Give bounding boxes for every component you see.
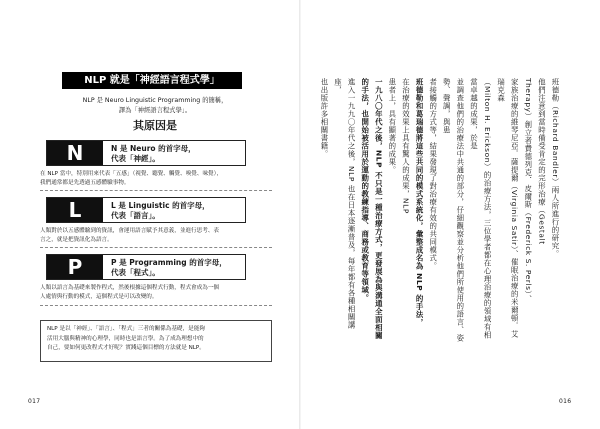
text-column: Therapy）創立者費德列克．皮爾斯（Frederick S. Perls）、 [523,78,533,303]
text-column: 也出版許多相關書籍。 [319,78,329,158]
text-column: 進入一九九〇年代之後，NLP 也在日本逐漸普及，每年都有各種相關講座， [333,78,357,329]
term-line: 代表「程式」。 [111,268,160,277]
term-text [111,144,196,164]
intro-line: NLP 是 Neuro Linguistic Programming 的簡稱， [82,97,228,104]
term-line: L 是 Linguistic 的首字母， [111,201,210,210]
text-column-bold: 班德勒和葛瑞德將這些共同的模式系統化，彙整成名為 NLP 的手法， [415,78,425,327]
intro-text [40,96,270,116]
term-desc-n [40,170,272,187]
text-column: 家族治療的維琴尼亞．薩提爾（Virginia Satir）、催眠治療的米爾頓．艾瑞克森 [496,78,520,339]
term-box-n [46,140,246,166]
term-box-p [46,254,246,280]
text-column: 並調查他們的治療法中共通的部分，仔細觀察並分析他們所使用的語言、姿勢、聲調，與患 [442,78,465,342]
term-letter: L [47,198,103,222]
desc-line: 在 NLP 當中，特別用來代表「五感」（視覺、聽覺、觸覺、嗅覺、味覺）， [40,171,223,177]
term-box-l [46,197,246,223]
term-text [111,201,210,221]
desc-line: 言之，就是把資訊化為語言。 [40,236,113,243]
text-column: 他們注意到當時備受肯定的完形治療（Gestalt [537,78,547,245]
vertical-body-text [310,78,562,342]
intro-line: 譯為「神經語言程式學」。 [118,107,192,114]
text-column: 在治療的效果上具有驚人的成果，NLP [401,78,411,214]
page-number-right: 016 [559,398,572,405]
text-column: 者接觸的方式等，結果發現了對治療有效的共同模式。 [428,78,438,270]
text-column: 患者上，具有顯著的成果。 [387,78,397,174]
text-column: （Milton H. Erickson）的治療方法，三位學者都在心理治療的領域有相當卓越的成果，於是 [469,78,493,340]
desc-line: 人類對於以五感體驗到的資訊，會運用語言賦予其意義，並進行思考、表 [40,228,220,234]
text-column-bold: 的手法，也開始被活用於運動的教練指導、商務或教育等領域。 [360,78,370,302]
divider [40,247,272,248]
term-text [111,258,227,278]
page-number-left: 017 [28,398,41,405]
term-line: 代表「語言」。 [111,211,160,220]
term-desc-p [40,284,272,301]
term-line: P 是 Programming 的首字母， [111,258,227,267]
text-column: 班德勒（Richard Bandler）兩人所進行的研究。 [551,78,560,259]
divider [40,305,272,306]
term-letter: P [47,255,103,279]
divider [40,190,272,191]
desc-line: 人類以語言為基礎來製作程式，然後根據這個程式行動，程式會成為一個 [40,285,220,291]
desc-line: 我們通常都是先透過五感體驗事物。 [40,179,130,186]
reason-heading: 其原因是 [133,119,177,132]
section-title: NLP 就是「神經語言程式學」 [62,72,242,89]
term-line: 代表「神經」。 [111,154,160,163]
term-desc-l [40,227,272,244]
term-letter: N [47,141,103,165]
left-page [0,0,299,429]
text-column-bold: 一九八〇年代之後，NLP 不只是一種治療方式，更發展為與溝通全面相關 [374,78,384,340]
desc-line: 人處情與行動的模式，這個程式是可以改變的。 [40,293,158,300]
summary-box [40,320,272,362]
summary-line: 自己，要如何更改程式才好呢？實踐這個目標的方法就是 NLP。 [47,345,205,351]
term-line: N 是 Neuro 的首字母， [111,144,196,153]
summary-line: 活用大腦與精神的心理學，同時也是語言學。為了成為理想中的 [47,335,204,342]
summary-line: NLP 是以「神經」、「語言」、「程式」三者的關係為基礎，是能夠 [47,326,205,332]
